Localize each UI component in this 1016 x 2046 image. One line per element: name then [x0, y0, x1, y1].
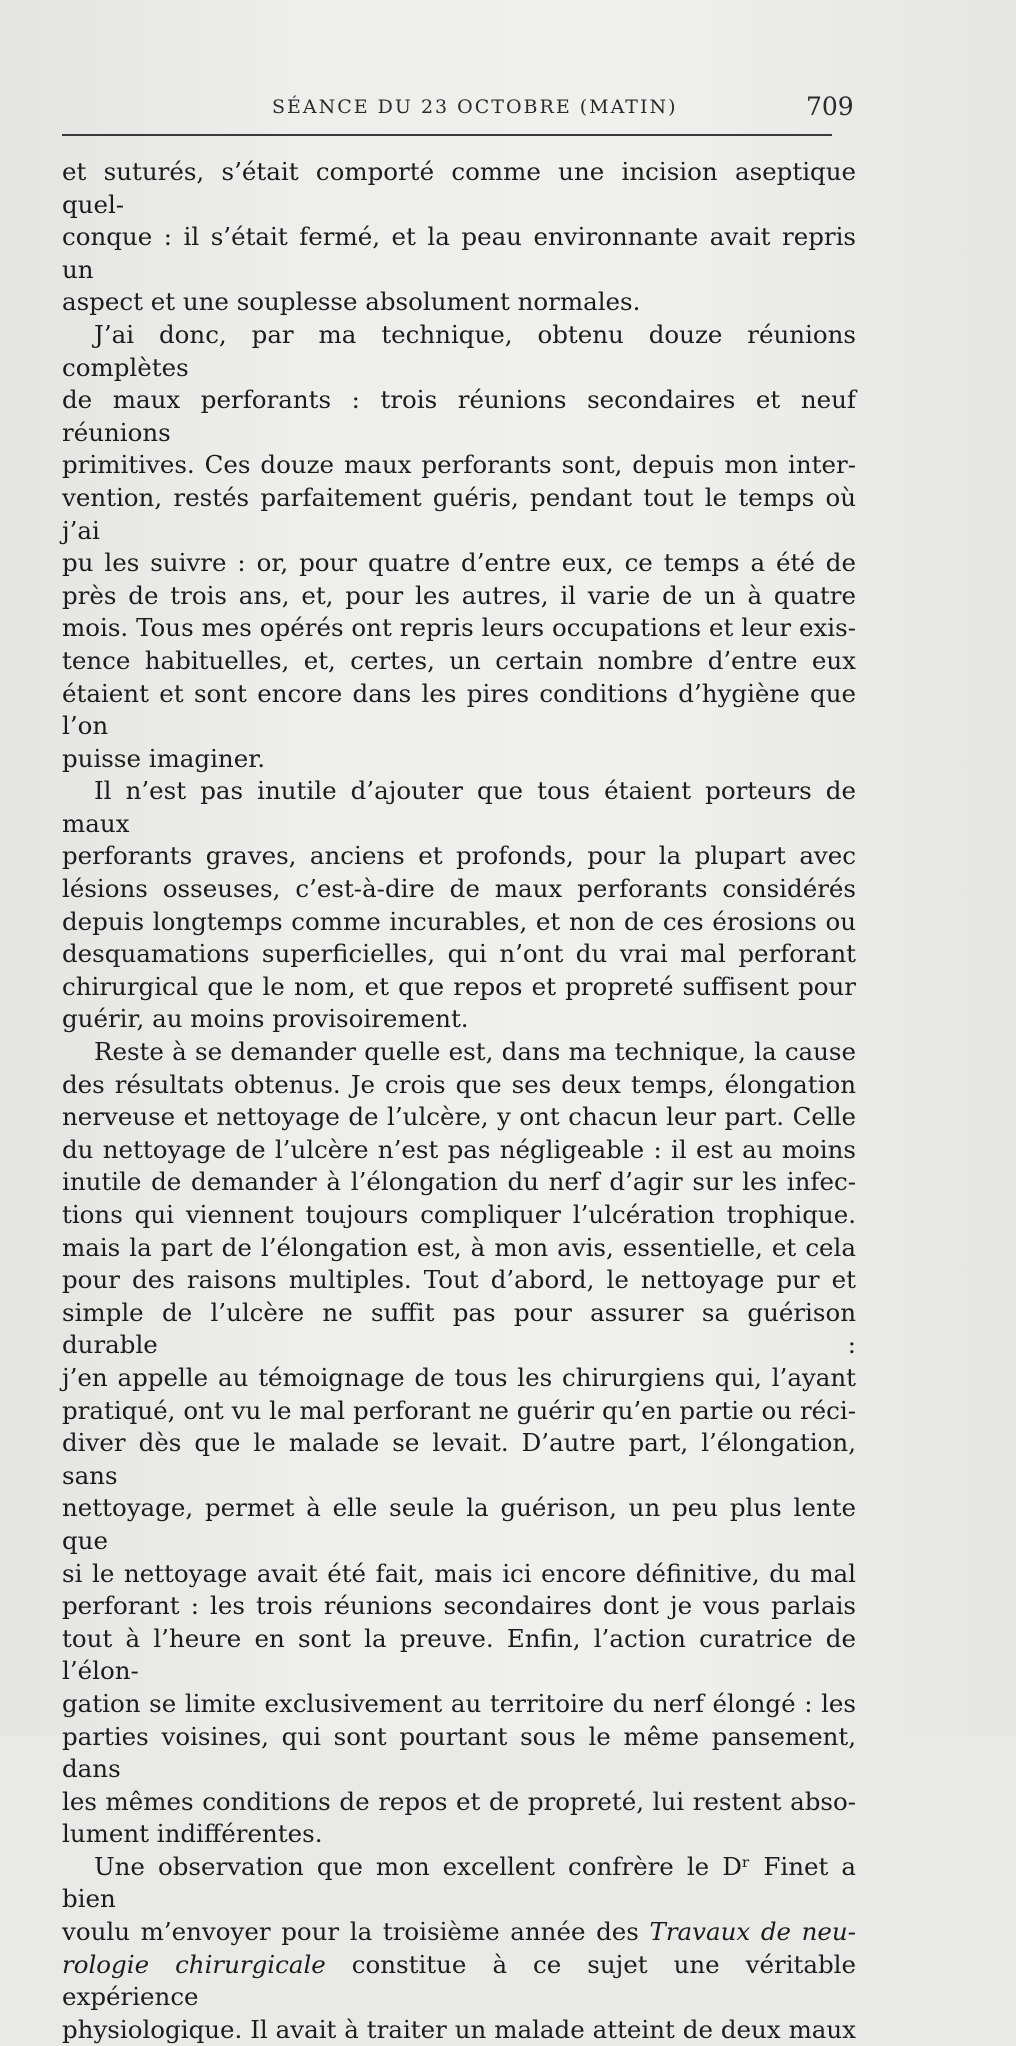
text-line: J’ai donc, par ma technique, obtenu douze réunions complètes [62, 319, 856, 382]
text-line: aspect et une souplesse absolument normales. [62, 287, 641, 317]
text-line: physiologique. Il avait à traiter un malade atteint de deux maux [62, 2014, 856, 2044]
text-line: mois. Tous mes opérés ont repris leurs occupations et leur exis- [62, 613, 856, 643]
text-line: lésions osseuses, c’est-à-dire de maux perforants considérés [62, 874, 856, 904]
italic-title: Travaux de neu- [649, 1917, 856, 1947]
text-line: puisse imaginer. [62, 743, 266, 773]
text-line: si le nettoyage avait été fait, mais ici encore définitive, du mal [62, 1558, 856, 1588]
text-line: lument indifférentes. [62, 1819, 323, 1849]
text-line: pratiqué, ont vu le mal perforant ne guérir qu’en partie ou réci- [62, 1395, 856, 1425]
text-line: tout à l’heure en sont la preuve. Enfin, l’action curatrice de l’élon- [62, 1623, 856, 1686]
text-line [62, 1916, 856, 1949]
text-line: Une observation que mon excellent confrère le Dʳ Finet a bien [62, 1851, 856, 1914]
text-line: pour des raisons multiples. Tout d’abord, le nettoyage pur et [62, 1265, 856, 1295]
text-line: diver dès que le malade se levait. D’autre part, l’élongation, sans [62, 1428, 856, 1490]
text-line: mais la part de l’élongation est, à mon avis, essentielle, et cela [62, 1232, 856, 1262]
paragraph [62, 1851, 856, 2046]
paragraph [62, 1036, 856, 1851]
text-line: Reste à se demander quelle est, dans ma technique, la cause [94, 1037, 856, 1067]
paragraph [62, 319, 856, 775]
text-line: et suturés, s’était comporté comme une incision aseptique quel- [62, 157, 856, 219]
paragraph [62, 775, 856, 1036]
text-line: inutile de demander à l’élongation du nerf d’agir sur les infec- [62, 1167, 856, 1197]
text-line: perforants graves, anciens et profonds, pour la plupart avec [62, 841, 856, 871]
text-line: chirurgical que le nom, et que repos et propreté suffisent pour [62, 971, 856, 1001]
text-line [62, 1949, 856, 2014]
text-line: de maux perforants : trois réunions secondaires et neuf réunions [62, 385, 856, 447]
text-run: constitue à ce sujet une véritable expérience [62, 1949, 856, 2012]
header-rule [62, 134, 832, 136]
text-line: desquamations superficielles, qui n’ont du vrai mal perforant [62, 939, 856, 969]
text-line: les mêmes conditions de repos et de propreté, lui restent abso- [62, 1786, 856, 1816]
text-line: j’en appelle au témoignage de tous les chirurgiens qui, l’ayant [62, 1362, 856, 1392]
text-line: conque : il s’était fermé, et la peau environnante avait repris un [62, 222, 856, 284]
text-line: du nettoyage de l’ulcère n’est pas négligeable : il est au moins [62, 1134, 856, 1164]
text-run: voulu m’envoyer pour la troisième année des [62, 1917, 650, 1947]
text-line: près de trois ans, et, pour les autres, il varie de un à quatre [62, 580, 856, 610]
text-line: primitives. Ces douze maux perforants sont, depuis mon inter- [62, 450, 856, 480]
italic-title: rologie chirurgicale [62, 1949, 326, 1979]
text-line: gation se limite exclusivement au territoire du nerf élongé : les [62, 1688, 856, 1718]
text-line: pu les suivre : or, pour quatre d’entre eux, ce temps a été de [62, 548, 856, 578]
text-line: guérir, au moins provisoirement. [62, 1004, 469, 1034]
text-line: perforant : les trois réunions secondaires dont je vous parlais [62, 1591, 856, 1621]
text-line: étaient et sont encore dans les pires conditions d’hygiène que l’on [62, 678, 856, 741]
text-line: nerveuse et nettoyage de l’ulcère, y ont chacun leur part. Celle [62, 1102, 856, 1132]
text-line: nettoyage, permet à elle seule la guérison, un peu plus lente que [62, 1493, 856, 1555]
text-line: des résultats obtenus. Je crois que ses deux temps, élongation [62, 1069, 856, 1099]
text-line: Il n’est pas inutile d’ajouter que tous étaient porteurs de maux [62, 776, 856, 838]
text-line: depuis longtemps comme incurables, et non de ces érosions ou [62, 906, 856, 936]
page-number: 709 [806, 92, 854, 121]
text-line: tions qui viennent toujours compliquer l’ulcération trophique. [62, 1200, 856, 1229]
text-line: simple de l’ulcère ne suffit pas pour assurer sa guérison durable : [62, 1297, 856, 1360]
text-line: parties voisines, qui sont pourtant sous le même pansement, dans [62, 1721, 856, 1784]
running-title: SÉANCE DU 23 OCTOBRE (MATIN) [272, 96, 678, 118]
running-head [0, 92, 1016, 132]
body-text [62, 156, 856, 2046]
text-line: tence habituelles, et, certes, un certain nombre d’entre eux [62, 645, 856, 675]
paragraph [62, 156, 856, 319]
text-line: vention, restés parfaitement guéris, pendant tout le temps où j’ai [62, 482, 856, 545]
